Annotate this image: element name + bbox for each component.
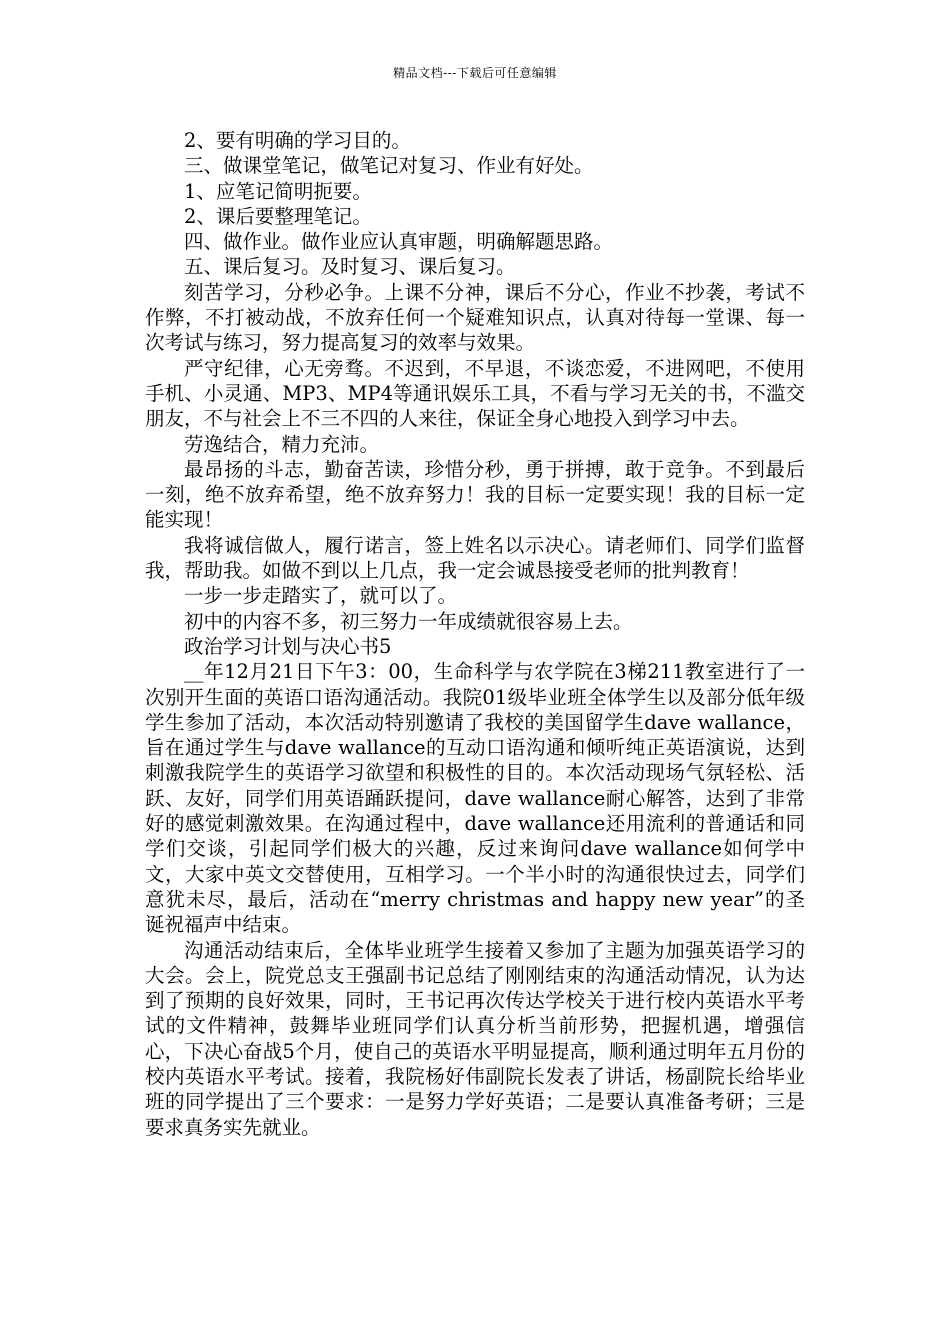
paragraph: 沟通活动结束后，全体毕业班学生接着又参加了主题为加强英语学习的大会。会上，院党总支王强副书记总结了刚刚结束的沟通活动情况，认为达到了预期的良好效果，同时，王书记再次传达学校关于进行校内英语水平考试的文件精神，鼓舞毕业班同学们认真分析当前形势，把握机遇，增强信心，下决心奋战5个月，使自己的英语水平明显提高，顺利通过明年五月份的校内英语水平考试。接着，我院杨好伟副院长发表了讲话，杨副院长给毕业班的同学提出了三个要求：一是努力学好英语；二是要认真准备考研；三是要求真务实先就业。 <box>145 938 805 1139</box>
paragraph: 1、应笔记简明扼要。 <box>184 179 372 203</box>
paragraph: 2、课后要整理笔记。 <box>184 204 372 228</box>
paragraph: 2、要有明确的学习目的。 <box>184 129 411 152</box>
paragraph: 劳逸结合，精力充沛。 <box>184 432 380 456</box>
section-title: 政治学习计划与决心书5 <box>184 634 392 658</box>
paragraph: 严守纪律，心无旁骛。不迟到，不早退，不谈恋爱，不进网吧，不使用手机、小灵通、MP3、MP4等通讯娱乐工具，不看与学习无关的书，不滥交朋友，不与社会上不三不四的人来往，保证全身心地投入到学习中去。 <box>145 356 805 431</box>
paragraph: 一步一步走踏实了，就可以了。 <box>184 584 458 608</box>
paragraph: __年12月21日下午3：00，生命科学与农学院在3梯211教室进行了一次别开生面的英语口语沟通活动。我院01级毕业班全体学生以及部分低年级学生参加了活动，本次活动特别邀请了我校的美国留学生dave wallance，旨在通过学生与dave wallance的互动口语沟通和倾听纯正英语演说，达到刺激我院学生的英语学习欲望和积极性的目的。本次活动现场气氛轻松、活跃、友好，同学们用英语踊跃提问，dave wallance耐心解答，达到了非常好的感觉刺激效果。在沟通过程中，dave wallance还用流利的普通话和同学们交谈，引起同学们极大的兴趣，反过来询问dave wallance如何学中文，大家中英文交替使用，互相学习。一个半小时的沟通很快过去，同学们意犹未尽，最后，活动在“merry christmas and happy new year”的圣诞祝福声中结束。 <box>145 660 805 937</box>
paragraph: 最昂扬的斗志，勤奋苦读，珍惜分秒，勇于拼搏，敢于竞争。不到最后一刻，绝不放弃希望，绝不放弃努力！我的目标一定要实现！我的目标一定能实现！ <box>145 457 805 532</box>
paragraph: 初中的内容不多，初三努力一年成绩就很容易上去。 <box>184 609 633 633</box>
paragraph: 五、课后复习。及时复习、课后复习。 <box>184 255 516 279</box>
paragraph: 我将诚信做人，履行诺言，签上姓名以示决心。请老师们、同学们监督我，帮助我。如做不到以上几点，我一定会诚恳接受老师的批判教育！ <box>145 533 805 583</box>
paragraph: 刻苦学习，分秒必争。上课不分神，课后不分心，作业不抄袭，考试不作弊，不打被动战，不放弃任何一个疑难知识点，认真对待每一堂课、每一次考试与练习，努力提高复习的效率与效果。 <box>145 280 805 355</box>
paragraph: 四、做作业。做作业应认真审题，明确解题思路。 <box>184 230 614 254</box>
paragraph: 三、做课堂笔记，做笔记对复习、作业有好处。 <box>184 154 594 178</box>
document-body <box>145 128 805 1140</box>
page-header: 精品文档---下载后可任意编辑 <box>393 66 557 80</box>
